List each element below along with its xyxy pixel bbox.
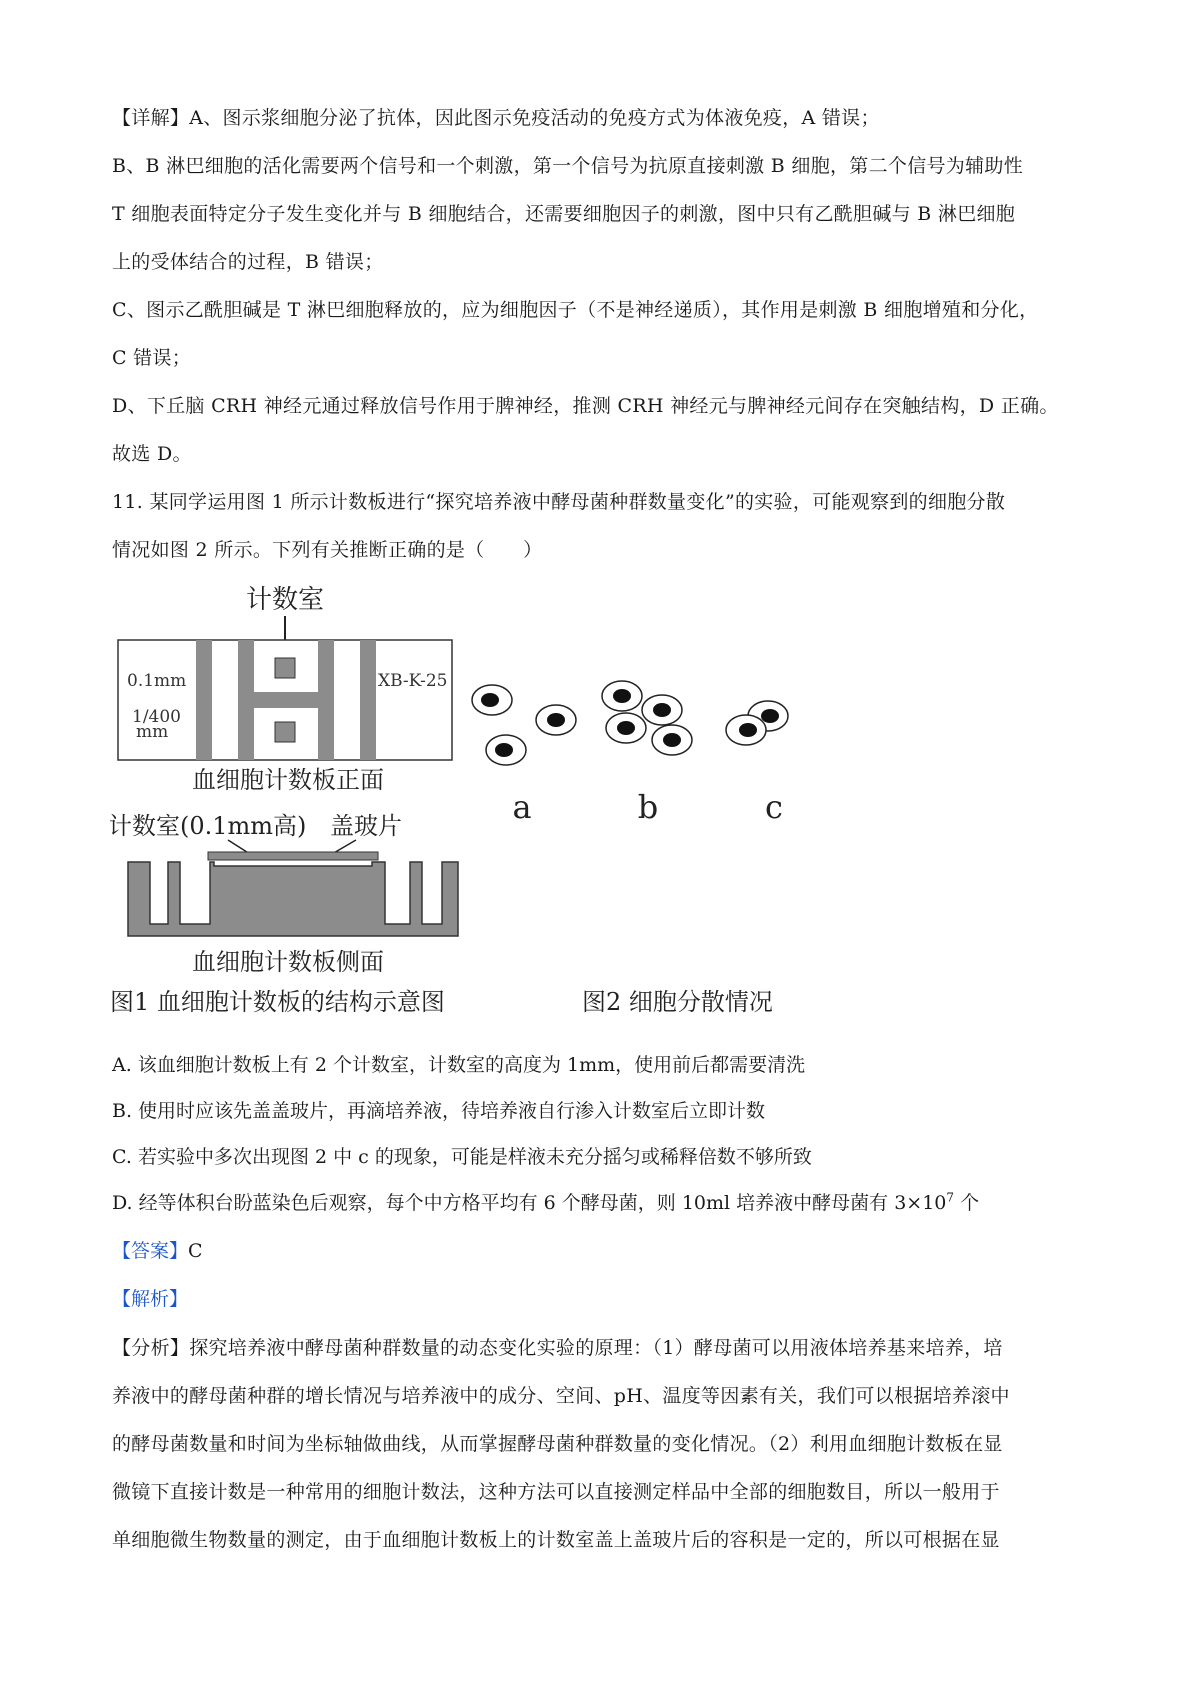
cell-nucleus: [495, 743, 513, 757]
cell-group-b: [602, 681, 692, 755]
front-stripe: [318, 640, 334, 760]
counting-chamber-top: [275, 658, 295, 678]
label-model: XB-K-25: [378, 671, 448, 691]
label-counting-chamber: 计数室: [245, 585, 325, 615]
label-area-num: 1/400: [132, 707, 181, 727]
option-b: B. 使用时应该先盖盖玻片，再滴培养液，待培养液自行渗入计数室后立即计数: [112, 1100, 766, 1122]
label-side-view: 血细胞计数板侧面: [192, 948, 384, 976]
analysis-line-2: 养液中的酵母菌种群的增长情况与培养液中的成分、空间、pH、温度等因素有关，我们可以根据培养滚中: [112, 1385, 1010, 1407]
coverslip: [208, 852, 378, 860]
question-line-2: 情况如图 2 所示。下列有关推断正确的是（ ）: [112, 539, 543, 561]
answer-line: [112, 1228, 1097, 1274]
explanation-line-b2: T 细胞表面特定分子发生变化并与 B 细胞结合，还需要细胞因子的刺激，图中只有乙酰胆碱与 B 淋巴细胞: [112, 203, 1016, 225]
label-c: c: [765, 788, 783, 826]
label-area-unit: mm: [136, 722, 169, 742]
explanation-line-a: 【详解】A、图示浆细胞分泌了抗体，因此图示免疫活动的免疫方式为体液免疫，A 错误；: [112, 107, 880, 129]
analysis-label: 【解析】: [112, 1288, 189, 1310]
label-front-view: 血细胞计数板正面: [192, 766, 384, 794]
option-d: [112, 1180, 1097, 1226]
option-d-text: D. 经等体积台盼蓝染色后观察，每个中方格平均有 6 个酵母菌，则 10ml 培养液中酵母菌有 3×10: [112, 1192, 947, 1214]
cell-nucleus: [663, 733, 681, 747]
analysis-line-1: 【分析】探究培养液中酵母菌种群数量的动态变化实验的原理：（1）酵母菌可以用液体培养基来培养，培: [112, 1337, 1003, 1359]
cell-nucleus: [653, 703, 671, 717]
cell-nucleus: [481, 693, 499, 707]
cell-group-a: [472, 685, 576, 765]
cell-nucleus: [761, 709, 779, 723]
label-chamber-height: 计数室(0.1mm高): [110, 812, 307, 840]
explanation-line-c1: C、图示乙酰胆碱是 T 淋巴细胞释放的，应为细胞因子（不是神经递质），其作用是刺激 B 细胞增殖和分化，: [112, 299, 1039, 321]
analysis-line-4: 微镜下直接计数是一种常用的细胞计数法，这种方法可以直接测定样品中全部的细胞数目，所以一般用于: [112, 1481, 1000, 1503]
figure-hemocytometer: [110, 574, 1010, 1034]
label-a: a: [512, 788, 532, 826]
label-b: b: [637, 788, 659, 826]
front-stripe: [238, 640, 254, 760]
front-stripe: [196, 640, 212, 760]
explanation-choice: 故选 D。: [112, 443, 192, 465]
explanation-line-b3: 上的受体结合的过程，B 错误；: [112, 251, 384, 273]
analysis-line-5: 单细胞微生物数量的测定，由于血细胞计数板上的计数室盖上盖玻片后的容积是一定的，所以可根据在显: [112, 1529, 1000, 1551]
figure-svg: [110, 574, 1010, 1034]
counting-chamber-bottom: [275, 722, 295, 742]
option-a: A. 该血细胞计数板上有 2 个计数室，计数室的高度为 1mm，使用前后都需要清洗: [112, 1054, 806, 1076]
label-coverslip: 盖玻片: [330, 812, 402, 840]
explanation-line-c2: C 错误；: [112, 347, 192, 369]
label-depth: 0.1mm: [127, 671, 187, 691]
side-view-slide: [128, 862, 458, 936]
caption-figure-2: 图2 细胞分散情况: [582, 988, 773, 1016]
caption-figure-1: 图1 血细胞计数板的结构示意图: [110, 988, 445, 1016]
explanation-line-b1: B、B 淋巴细胞的活化需要两个信号和一个刺激，第一个信号为抗原直接刺激 B 细胞，第二个信号为辅助性: [112, 155, 1024, 177]
answer-label: 【答案】: [112, 1240, 189, 1262]
cell-nucleus: [739, 723, 757, 737]
cell-nucleus: [547, 713, 565, 727]
option-c: C. 若实验中多次出现图 2 中 c 的现象，可能是样液未充分摇匀或稀释倍数不够所致: [112, 1146, 812, 1168]
answer-value: C: [188, 1240, 203, 1262]
cell-nucleus: [617, 721, 635, 735]
cell-nucleus: [613, 689, 631, 703]
explanation-line-d: D、下丘脑 CRH 神经元通过释放信号作用于脾神经，推测 CRH 神经元与脾神经元间存在突触结构，D 正确。: [112, 395, 1059, 417]
option-d-suffix: 个: [954, 1192, 980, 1214]
front-h-bar: [254, 692, 318, 708]
cell-group-c: [726, 701, 788, 745]
front-stripe: [360, 640, 376, 760]
question-line-1: 11. 某同学运用图 1 所示计数板进行“探究培养液中酵母菌种群数量变化”的实验，可能观察到的细胞分散: [112, 491, 1006, 513]
analysis-line-3: 的酵母菌数量和时间为坐标轴做曲线，从而掌握酵母菌种群数量的变化情况。（2）利用血细胞计数板在显: [112, 1433, 1003, 1455]
option-d-exponent: 7: [946, 1190, 955, 1205]
